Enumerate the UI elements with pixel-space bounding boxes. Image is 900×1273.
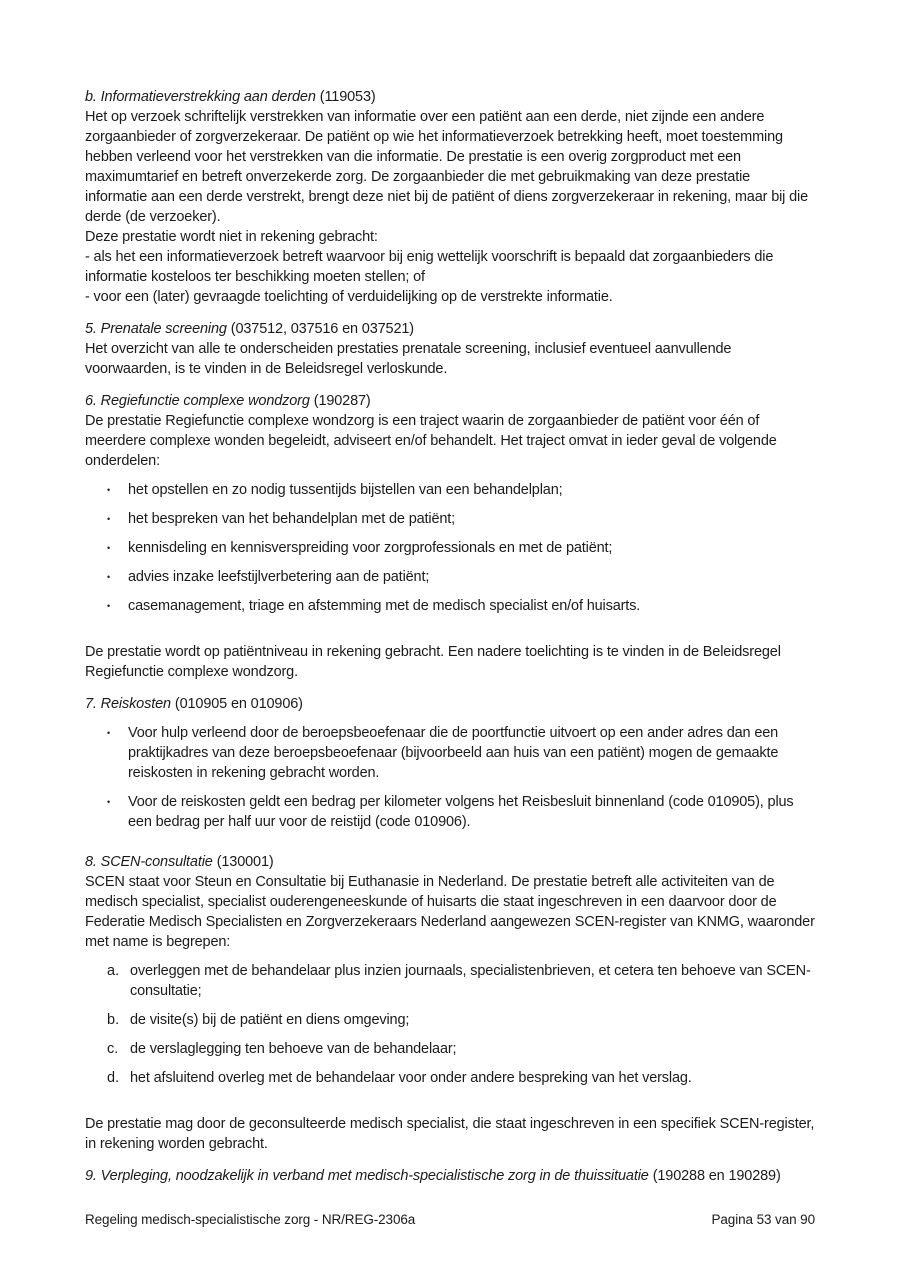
section-8-code: (130001): [216, 854, 274, 870]
bullet-icon: •: [107, 797, 111, 807]
bullet-icon: •: [107, 543, 111, 553]
section-6-paragraph: De prestatie Regiefunctie complexe wondzorg is een traject waarin de zorgaanbieder de patiënt voor één of meerdere complexe wonden begeleidt, adviseert en/of behandelt. Het traject omvat in ieder geval de volgende onderdelen:: [85, 413, 777, 469]
section-6-code: (190287): [313, 393, 371, 409]
section-5-title: 5. Prenatale screening: [85, 321, 227, 337]
list-item-text: de verslaglegging ten behoeve van de behandelaar;: [130, 1041, 457, 1057]
list-item-text: casemanagement, triage en afstemming met de medisch specialist en/of huisarts.: [128, 598, 641, 614]
list-item-text: Voor hulp verleend door de beroepsbeoefenaar die de poortfunctie uitvoert op een ander adres dan een praktijkadres van deze beroepsbeoefenaar (bijvoorbeeld aan huis van een patiënt) mogen de gemaakte reiskosten in rekening gebracht worden.: [128, 725, 779, 781]
list-item-text: het afsluitend overleg met de behandelaar voor onder andere bespreking van het verslag.: [130, 1070, 692, 1086]
list-item: [85, 567, 815, 587]
section-5-code: (037512, 037516 en 037521): [230, 321, 414, 337]
section-6-heading: [85, 391, 815, 411]
list-item: [85, 509, 815, 529]
lettered-list-label: c.: [107, 1041, 119, 1057]
lettered-list-label: d.: [107, 1070, 120, 1086]
footer-page-number: Pagina 53 van 90: [711, 1212, 815, 1227]
list-item: [85, 723, 815, 783]
footer-document-reference: Regeling medisch-specialistische zorg - NR/REG-2306a: [85, 1212, 416, 1227]
section-7-title: 7. Reiskosten: [85, 696, 171, 712]
section-9-code: (190288 en 190289): [652, 1168, 781, 1184]
bullet-icon: •: [107, 485, 111, 495]
list-item-text: het bespreken van het behandelplan met de patiënt;: [128, 511, 456, 527]
section-8-paragraph: SCEN staat voor Steun en Consultatie bij Euthanasie in Nederland. De prestatie betreft alle activiteiten van de medisch specialist, specialist ouderengeneeskunde of huisarts die staat ingeschreven in een daarvoor door de Federatie Medisch Specialisten en Zorgverzekeraars Nederland aangewezen SCEN-register van KNMG, waaronder met name is begrepen:: [85, 874, 815, 950]
list-item-text: Voor de reiskosten geldt een bedrag per kilometer volgens het Reisbesluit binnenland (code 010905), plus een bedrag per half uur voor de reistijd (code 010906).: [128, 794, 794, 830]
section-9-title: 9. Verpleging, noodzakelijk in verband met medisch-specialistische zorg in de thuissituatie: [85, 1168, 649, 1184]
section-b-heading: [85, 87, 815, 107]
bullet-icon: •: [107, 601, 111, 611]
list-item-text: advies inzake leefstijlverbetering aan de patiënt;: [128, 569, 430, 585]
list-item: [85, 480, 815, 500]
section-b-title: b. Informatieverstrekking aan derden: [85, 89, 316, 105]
list-item: [85, 538, 815, 558]
section-8-title: 8. SCEN-consultatie: [85, 854, 213, 870]
section-5-paragraph: Het overzicht van alle te onderscheiden prestaties prenatale screening, inclusief eventueel aanvullende voorwaarden, is te vinden in de Beleidsregel verloskunde.: [85, 341, 732, 377]
list-item: [85, 596, 815, 616]
lettered-list-label: a.: [107, 963, 120, 979]
section-7-heading: [85, 694, 815, 714]
document-body: [85, 87, 815, 1186]
lettered-list-item: [85, 1039, 815, 1059]
section-9-heading: [85, 1166, 815, 1186]
lettered-list-label: b.: [107, 1012, 120, 1028]
bullet-icon: •: [107, 728, 111, 738]
section-b-note-intro: Deze prestatie wordt niet in rekening gebracht:: [85, 229, 378, 245]
section-8-closing: De prestatie mag door de geconsulteerde medisch specialist, die staat ingeschreven in een specifiek SCEN-register, in rekening worden gebracht.: [85, 1116, 815, 1152]
section-b-code: (119053): [319, 89, 376, 105]
section-6-closing: De prestatie wordt op patiëntniveau in rekening gebracht. Een nadere toelichting is te vinden in de Beleidsregel Regiefunctie complexe wondzorg.: [85, 644, 781, 680]
bullet-icon: •: [107, 572, 111, 582]
section-5-heading: [85, 319, 815, 339]
section-b-note-item: - voor een (later) gevraagde toelichting of verduidelijking op de verstrekte informatie.: [85, 289, 613, 305]
section-7-code: (010905 en 010906): [174, 696, 303, 712]
section-6-title: 6. Regiefunctie complexe wondzorg: [85, 393, 310, 409]
list-item-text: overleggen met de behandelaar plus inzien journaals, specialistenbrieven, et cetera ten behoeve van SCEN-consultatie;: [130, 963, 811, 999]
lettered-list-item: [85, 961, 815, 1001]
list-item: [85, 792, 815, 832]
list-item-text: de visite(s) bij de patiënt en diens omgeving;: [130, 1012, 410, 1028]
page-footer: [85, 1211, 815, 1229]
bullet-icon: •: [107, 514, 111, 524]
section-b-note-item: - als het een informatieverzoek betreft waarvoor bij enig wettelijk voorschrift is bepaald dat zorgaanbieders die informatie kosteloos ter beschikking moeten stellen; of: [85, 249, 774, 285]
lettered-list-item: [85, 1068, 815, 1088]
section-b-paragraph: Het op verzoek schriftelijk verstrekken van informatie over een patiënt aan een derde, niet zijnde een andere zorgaanbieder of zorgverzekeraar. De patiënt op wie het informatieverzoek betrekking heeft, moet toestemming hebben verleend voor het verstrekken van die informatie. De prestatie is een overig zorgproduct met een maximumtarief en betreft onverzekerde zorg. De zorgaanbieder die met gebruikmaking van deze prestatie informatie aan een derde verstrekt, brengt deze niet bij de patiënt of diens zorgverzekeraar in rekening, maar bij die derde (de verzoeker).: [85, 109, 809, 225]
lettered-list-item: [85, 1010, 815, 1030]
list-item-text: kennisdeling en kennisverspreiding voor zorgprofessionals en met de patiënt;: [128, 540, 613, 556]
list-item-text: het opstellen en zo nodig tussentijds bijstellen van een behandelplan;: [128, 482, 563, 498]
section-8-heading: [85, 852, 815, 872]
